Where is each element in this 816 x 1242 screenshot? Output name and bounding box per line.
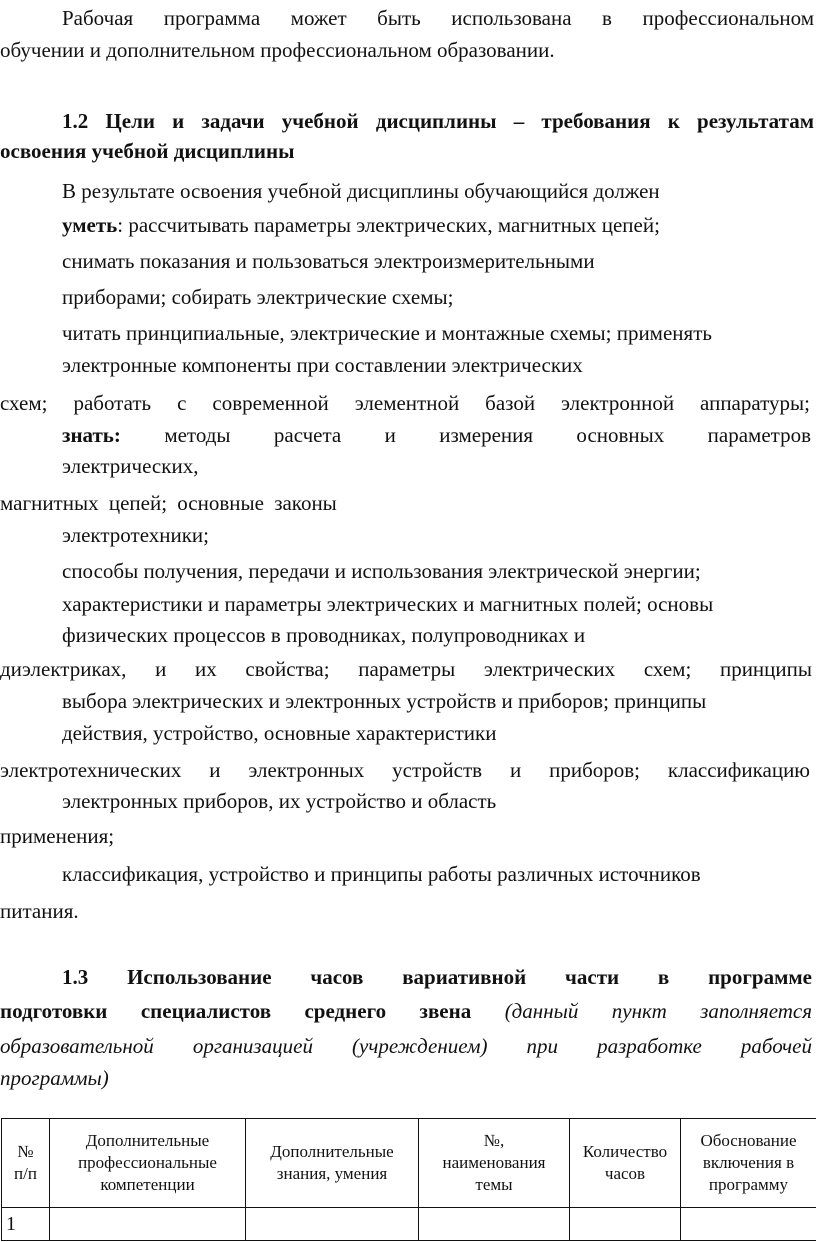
skills-line-5: электронные компоненты при составлении электрических bbox=[62, 353, 583, 377]
knowledge-line-2: электрических, bbox=[62, 454, 199, 478]
skills-line-4: читать принципиальные, электрические и монтажные схемы; применять bbox=[62, 321, 712, 345]
table-cell bbox=[246, 1208, 419, 1241]
table-header-row bbox=[2, 1119, 816, 1208]
table-cell-number: 1 bbox=[2, 1208, 50, 1241]
skills-line-1 bbox=[62, 215, 660, 236]
result-intro: В результате освоения учебной дисциплины обучающийся должен bbox=[62, 179, 660, 203]
header-number: № п/п bbox=[2, 1119, 50, 1208]
table-cell bbox=[50, 1208, 246, 1241]
knowledge-line-3: магнитных цепей; основные законы bbox=[0, 491, 337, 515]
section-1-3-heading-note-start: (данный пункт заполняется bbox=[504, 999, 812, 1023]
intro-line-1: Рабочая программа может быть использована в профессиональном bbox=[62, 6, 814, 30]
knowledge-text-1: методы расчета и измерения основных параметров bbox=[164, 423, 811, 447]
knowledge-line-13: применения; bbox=[0, 824, 115, 848]
table-row bbox=[2, 1208, 816, 1241]
table-cell bbox=[419, 1208, 570, 1241]
section-1-3-heading-line-2 bbox=[0, 1001, 812, 1022]
knowledge-line-7: физических процессов в проводниках, полупроводниках и bbox=[62, 623, 586, 647]
knowledge-line-6: характеристики и параметры электрических и магнитных полей; основы bbox=[62, 592, 714, 616]
skills-line-3: приборами; собирать электрические схемы; bbox=[62, 285, 454, 309]
knowledge-line-15: питания. bbox=[0, 899, 79, 923]
knowledge-line-12: электронных приборов, их устройство и область bbox=[62, 789, 497, 813]
table-cell bbox=[681, 1208, 816, 1241]
section-1-3-heading-line-1: 1.3 Использование часов вариативной части в программе bbox=[62, 965, 812, 989]
header-hours: Количество часов bbox=[570, 1119, 681, 1208]
knowledge-label: знать: bbox=[62, 423, 121, 447]
knowledge-line-5: способы получения, передачи и использования электрической энергии; bbox=[62, 559, 701, 583]
knowledge-line-9: выбора электрических и электронных устройств и приборов; принципы bbox=[62, 689, 707, 713]
knowledge-line-10: действия, устройство, основные характеристики bbox=[62, 721, 497, 745]
skills-line-6: схем; работать с современной элементной базой электронной аппаратуры; bbox=[0, 391, 810, 415]
knowledge-line-14: классификация, устройство и принципы работы различных источников bbox=[62, 862, 701, 886]
section-1-3-heading-line-3: образовательной организацией (учреждением) при разработке рабочей bbox=[0, 1034, 812, 1058]
header-topic: №, наименования темы bbox=[419, 1119, 570, 1208]
header-competencies: Дополнительные профессиональные компетенции bbox=[50, 1119, 246, 1208]
knowledge-line-4: электротехники; bbox=[62, 523, 209, 547]
knowledge-line-8: диэлектриках, и их свойства; параметры электрических схем; принципы bbox=[0, 657, 812, 681]
section-1-3-heading-line-4: программы) bbox=[0, 1066, 109, 1090]
section-1-3-heading-bold: подготовки специалистов среднего звена bbox=[0, 999, 472, 1023]
table-cell bbox=[570, 1208, 681, 1241]
header-knowledge-skills: Дополнительные знания, умения bbox=[246, 1119, 419, 1208]
header-justification: Обоснование включения в программу bbox=[681, 1119, 816, 1208]
knowledge-line-11: электротехнических и электронных устройств и приборов; классификацию bbox=[0, 758, 810, 782]
variable-hours-table bbox=[1, 1118, 816, 1241]
knowledge-line-1 bbox=[62, 425, 811, 446]
section-1-2-heading-line-2: освоения учебной дисциплины bbox=[0, 139, 295, 163]
skills-line-2: снимать показания и пользоваться электроизмерительными bbox=[62, 249, 595, 273]
intro-line-2: обучении и дополнительном профессиональном образовании. bbox=[0, 38, 555, 62]
variable-hours-table-grid bbox=[1, 1118, 816, 1241]
skills-text: : рассчитывать параметры электрических, магнитных цепей; bbox=[117, 213, 660, 237]
skills-label: уметь bbox=[62, 213, 118, 237]
section-1-2-heading-line-1: 1.2 Цели и задачи учебной дисциплины – требования к результатам bbox=[62, 109, 814, 133]
